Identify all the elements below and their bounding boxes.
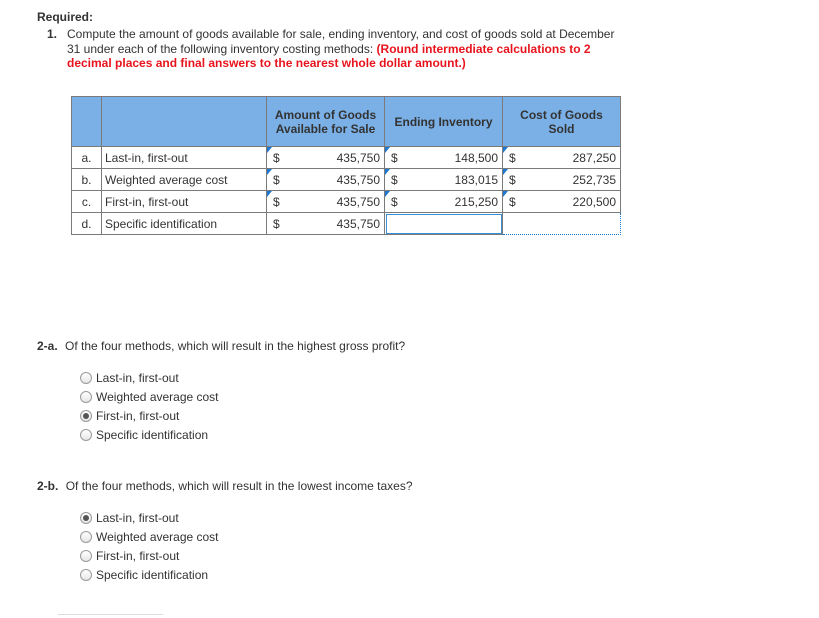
ending-inventory-input[interactable] bbox=[385, 147, 503, 169]
radio-icon[interactable] bbox=[80, 569, 92, 581]
table-row bbox=[72, 147, 621, 169]
row-letter: d. bbox=[72, 213, 102, 235]
currency-symbol: $ bbox=[273, 151, 280, 165]
q2a-option-label: Last-in, first-out bbox=[96, 371, 179, 385]
ending-inventory-input[interactable] bbox=[385, 169, 503, 191]
question-2b-text: Of the four methods, which will result in the lowest income taxes? bbox=[65, 479, 413, 493]
radio-selected-icon[interactable] bbox=[80, 512, 92, 524]
radio-icon[interactable] bbox=[80, 391, 92, 403]
divider bbox=[58, 614, 163, 615]
question-1-rounding-note: (Round intermediate calculations to 2 decimal places and final answers to the nearest whole dollar amount.) bbox=[67, 41, 591, 70]
answer-flag-icon bbox=[385, 191, 390, 197]
row-method: Last-in, first-out bbox=[102, 147, 267, 169]
table-row bbox=[72, 169, 621, 191]
currency-symbol: $ bbox=[273, 195, 280, 209]
header-ending-inventory: Ending Inventory bbox=[385, 97, 503, 147]
cogs-input[interactable] bbox=[503, 191, 621, 213]
row-method: First-in, first-out bbox=[102, 191, 267, 213]
row-letter: a. bbox=[72, 147, 102, 169]
goods-available-value: 435,750 bbox=[336, 151, 380, 165]
q2b-option-label: Last-in, first-out bbox=[96, 511, 179, 525]
radio-selected-icon[interactable] bbox=[80, 410, 92, 422]
header-blank-method bbox=[102, 97, 267, 147]
question-2a-text: Of the four methods, which will result in the highest gross profit? bbox=[65, 339, 406, 353]
currency-symbol: $ bbox=[509, 151, 516, 165]
q2b-option-selected[interactable] bbox=[80, 509, 179, 527]
q2a-option-label: Weighted average cost bbox=[96, 390, 219, 404]
q2a-option-selected[interactable] bbox=[80, 407, 179, 425]
answer-flag-icon bbox=[503, 169, 508, 175]
q2b-option[interactable] bbox=[80, 547, 179, 565]
ending-inventory-input[interactable] bbox=[385, 213, 503, 235]
table-row bbox=[72, 191, 621, 213]
goods-available-value: 435,750 bbox=[336, 173, 380, 187]
cogs-value: 287,250 bbox=[572, 151, 616, 165]
radio-icon[interactable] bbox=[80, 531, 92, 543]
table-header-row bbox=[72, 97, 621, 147]
ending-inventory-value: 215,250 bbox=[454, 195, 498, 209]
q2a-option[interactable] bbox=[80, 426, 208, 444]
answer-flag-icon bbox=[385, 169, 390, 175]
radio-icon[interactable] bbox=[80, 429, 92, 441]
goods-available-input[interactable] bbox=[267, 169, 385, 191]
question-1 bbox=[47, 27, 627, 71]
ending-inventory-value: 183,015 bbox=[454, 173, 498, 187]
answer-flag-icon bbox=[267, 147, 272, 153]
goods-available-input[interactable] bbox=[267, 213, 385, 235]
question-1-number: 1. bbox=[47, 27, 58, 41]
q2b-option-label: Specific identification bbox=[96, 568, 209, 582]
question-2b-number: 2-b. bbox=[37, 479, 59, 493]
row-letter: b. bbox=[72, 169, 102, 191]
currency-symbol: $ bbox=[509, 173, 516, 187]
answer-flag-icon bbox=[267, 169, 272, 175]
inventory-costing-table bbox=[71, 96, 621, 235]
row-method: Specific identification bbox=[102, 213, 267, 235]
currency-symbol: $ bbox=[509, 195, 516, 209]
row-method: Weighted average cost bbox=[102, 169, 267, 191]
question-2b bbox=[37, 479, 413, 493]
ending-inventory-input[interactable] bbox=[385, 191, 503, 213]
answer-flag-icon bbox=[267, 191, 272, 197]
radio-icon[interactable] bbox=[80, 372, 92, 384]
question-2a bbox=[37, 339, 405, 353]
goods-available-value: 435,750 bbox=[336, 195, 380, 209]
goods-available-input[interactable] bbox=[267, 147, 385, 169]
q2a-option-label: Specific identification bbox=[96, 428, 209, 442]
table-row bbox=[72, 213, 621, 235]
required-heading: Required: bbox=[37, 10, 94, 24]
question-1-text: Compute the amount of goods available for sale, ending inventory, and cost of goods sold at December 31 under each of the following inventory costing methods: bbox=[67, 27, 615, 56]
currency-symbol: $ bbox=[273, 217, 280, 231]
ending-inventory-value: 148,500 bbox=[454, 151, 498, 165]
currency-symbol: $ bbox=[391, 173, 398, 187]
q2a-option[interactable] bbox=[80, 388, 219, 406]
cogs-value: 252,735 bbox=[572, 173, 616, 187]
header-goods-available: Amount of Goods Available for Sale bbox=[267, 97, 385, 147]
q2a-option-label: First-in, first-out bbox=[96, 409, 180, 423]
header-cost-of-goods-sold: Cost of Goods Sold bbox=[503, 97, 621, 147]
goods-available-value: 435,750 bbox=[336, 217, 380, 231]
cogs-value: 220,500 bbox=[572, 195, 616, 209]
currency-symbol: $ bbox=[273, 173, 280, 187]
cogs-input[interactable] bbox=[503, 213, 621, 235]
answer-flag-icon bbox=[385, 147, 390, 153]
q2b-option[interactable] bbox=[80, 566, 208, 584]
currency-symbol: $ bbox=[391, 151, 398, 165]
q2b-option[interactable] bbox=[80, 528, 219, 546]
q2b-option-label: First-in, first-out bbox=[96, 549, 180, 563]
header-blank-letter bbox=[72, 97, 102, 147]
q2b-option-label: Weighted average cost bbox=[96, 530, 219, 544]
cogs-input[interactable] bbox=[503, 169, 621, 191]
row-letter: c. bbox=[72, 191, 102, 213]
radio-icon[interactable] bbox=[80, 550, 92, 562]
question-2a-number: 2-a. bbox=[37, 339, 58, 353]
answer-flag-icon bbox=[503, 191, 508, 197]
goods-available-input[interactable] bbox=[267, 191, 385, 213]
answer-flag-icon bbox=[503, 147, 508, 153]
currency-symbol: $ bbox=[391, 195, 398, 209]
cogs-input[interactable] bbox=[503, 147, 621, 169]
q2a-option[interactable] bbox=[80, 369, 179, 387]
